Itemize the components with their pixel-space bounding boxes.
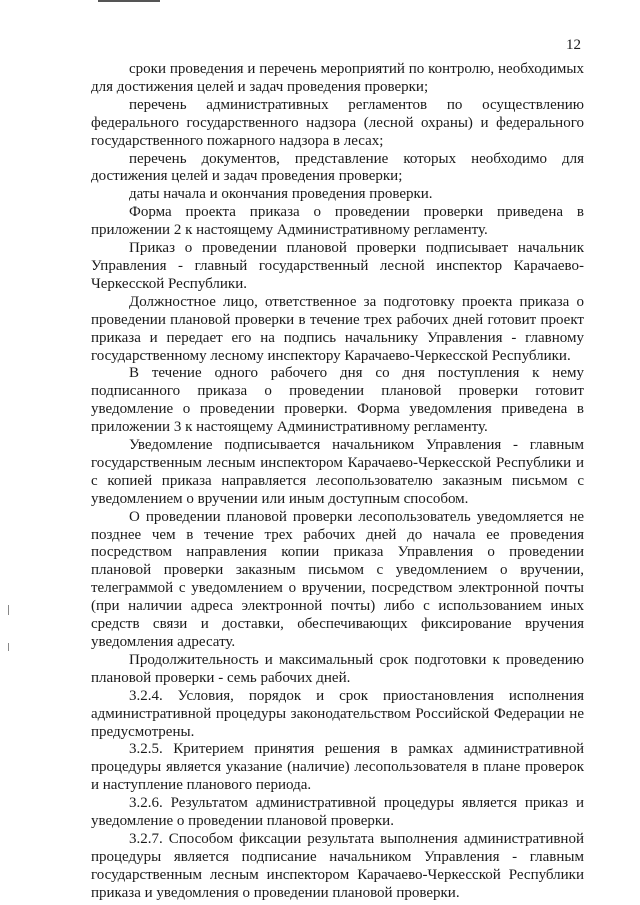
paragraph: Продолжительность и максимальный срок подготовки к проведению плановой проверки - семь рабочих дней.	[91, 651, 584, 686]
paragraph: Уведомление подписывается начальником Управления - главным государственным лесным инспектором Карачаево-Черкесской Республики и с копией приказа направляется лесопользователю заказным письмом с уведомлением о вручении или иным доступным способом.	[91, 437, 584, 507]
scan-margin-mark	[8, 605, 9, 615]
paragraph: Должностное лицо, ответственное за подготовку проекта приказа о проведении плановой проверки в течение трех рабочих дней готовит проект приказа и передает его на подпись начальнику Управления - главному государственному лесному инспектору Карачаево-Черкесской Республики.	[91, 293, 584, 364]
paragraph: перечень документов, представление которых необходимо для достижения целей и задач проведения проверки;	[91, 150, 584, 185]
page-number: 12	[566, 37, 581, 53]
scan-edge-mark	[98, 0, 160, 2]
paragraph: 3.2.5. Критерием принятия решения в рамках административной процедуры является указание (наличие) лесопользователя в плане проверок и наступление планового периода.	[91, 741, 584, 794]
paragraph: даты начала и окончания проведения проверки.	[129, 186, 433, 203]
paragraph: Форма проекта приказа о проведении проверки приведена в приложении 2 к настоящему Административному регламенту.	[91, 204, 584, 239]
paragraph: Приказ о проведении плановой проверки подписывает начальник Управления - главный государственный лесной инспектор Карачаево-Черкесской Республики.	[91, 240, 584, 292]
document-body	[91, 61, 584, 903]
scan-margin-mark	[8, 643, 9, 651]
paragraph: 3.2.7. Способом фиксации результата выполнения административной процедуры является подписание начальником Управления - главным государственным лесным инспектором Карачаево-Черкесской Республики приказа и уведомления о проведении плановой проверки.	[91, 830, 584, 901]
paragraph: 3.2.4. Условия, порядок и срок приостановления исполнения административной процедуры законодательством Российской Федерации не предусмотрены.	[91, 687, 584, 740]
paragraph: В течение одного рабочего дня со дня поступления к нему подписанного приказа о проведении плановой проверки готовит уведомление о проведении проверки. Форма уведомления приведена в приложении 3 к настоящему Административному регламенту.	[91, 365, 584, 436]
paragraph: О проведении плановой проверки лесопользователь уведомляется не позднее чем в течение трех рабочих дней до начала ее проведения посредством направления копии приказа Управления о проведении плановой проверки заказным письмом с уведомлением о вручении, телеграммой с уведомлением о вручении, посредством электронной почты (при наличии адреса электронной почты) либо с использованием иных средств связи и доставки, обеспечивающих фиксирование вручения уведомления адресату.	[91, 508, 584, 650]
paragraph: перечень административных регламентов по осуществлению федерального государственного надзора (лесной охраны) и федерального государственного пожарного надзора в лесах;	[91, 96, 584, 149]
paragraph: сроки проведения и перечень мероприятий по контролю, необходимых для достижения целей и задач проведения проверки;	[91, 61, 584, 95]
paragraph: 3.2.6. Результатом административной процедуры является приказ и уведомление о проведении плановой проверки.	[91, 795, 584, 830]
